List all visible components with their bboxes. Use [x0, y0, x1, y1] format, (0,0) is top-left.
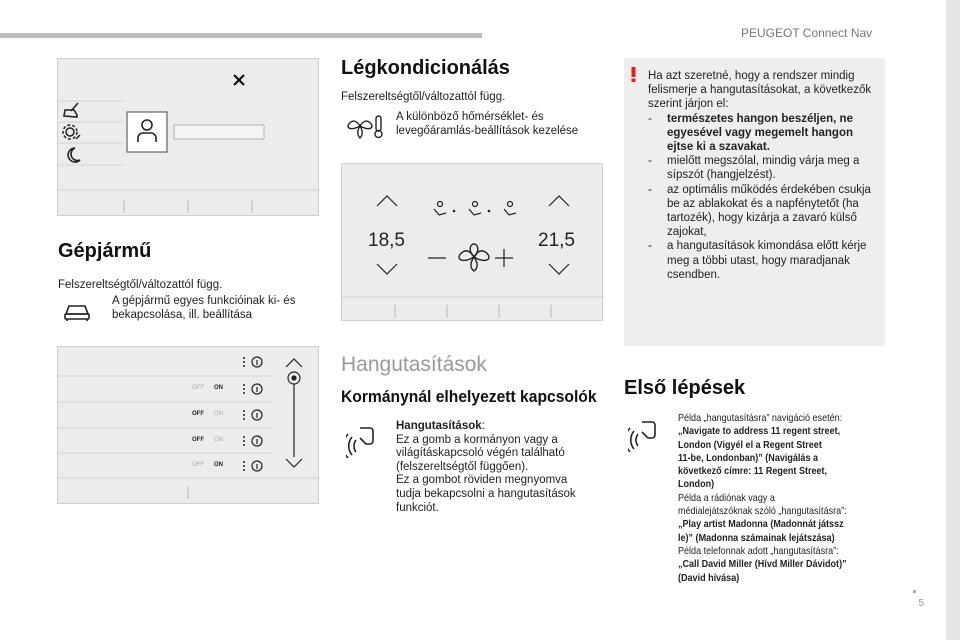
scrollbar	[286, 359, 302, 467]
fan-icon	[459, 244, 489, 271]
temp-left-down-icon	[377, 264, 397, 274]
note-item: - az optimális működés érdekében csukja be az ablakokat és a napfénytetőt (ha tartozék), hogy kizárja a zavaró külső zajokat,	[648, 183, 880, 240]
note-intro: Ha azt szeretné, hogy a rendszer mindig felismerje a hangutasításokat, a következők szerint járjon el:	[648, 70, 872, 111]
first-steps-line: Példa a rádiónak vagy a	[678, 491, 775, 504]
first-steps-line: le)” (Madonna számainak lejátszása)	[678, 531, 835, 544]
airflow-feet-icon	[469, 202, 481, 216]
vehicle-title: Gépjármű	[58, 240, 152, 262]
switch-off-label: OFF	[192, 437, 204, 443]
first-steps-line: „Play artist Madonna (Madonnát játssz	[678, 518, 844, 531]
switch-on-label: ON	[214, 385, 223, 391]
first-steps-line: „Navigate to address 11 regent street,	[678, 425, 841, 438]
switch-off-label: OFF	[192, 385, 204, 391]
note-item: - a hangutasítások kimondása előtt kérje meg a többi utast, hogy maradjanak csendben.	[648, 239, 880, 282]
airflow-face-icon	[434, 202, 446, 216]
climate-description: A különböző hőmérséklet- és levegőáramlás-beállítások kezelése	[396, 111, 579, 137]
switch-on-label: ON	[214, 437, 223, 443]
car-icon	[63, 300, 91, 322]
warning-exclamation-icon	[630, 67, 637, 82]
first-steps-line: (David hívása)	[678, 571, 740, 584]
voice-command-icon	[628, 418, 662, 452]
moon-icon	[68, 148, 80, 162]
car-settings-icon	[64, 103, 78, 117]
temp-right-value: 21,5	[538, 230, 575, 251]
vehicle-functions-screenshot	[57, 346, 319, 504]
vehicle-description: A gépjármű egyes funkcióinak ki- és bekapcsolása, ill. beállítása	[112, 295, 296, 321]
airflow-windscreen-icon	[504, 202, 516, 216]
switch-on-label: ON	[214, 411, 223, 417]
voice-label: Hangutasítások	[396, 420, 482, 432]
switch-off-label: OFF	[192, 462, 204, 468]
vehicle-availability: Felszereltségtől/változattól függ.	[58, 279, 223, 291]
first-steps-line: Példa „hangutasításra” navigáció esetén:	[678, 412, 843, 424]
fan-thermometer-icon	[347, 113, 387, 139]
fan-increase-icon	[495, 249, 513, 267]
page-number: 5	[918, 598, 924, 609]
page-header: PEUGEOT Connect Nav	[741, 26, 873, 40]
first-steps-title: Első lépések	[624, 377, 746, 399]
first-steps-line: Példa telefonnak adott „hangutasításra”:	[678, 544, 839, 557]
close-icon	[234, 75, 244, 85]
first-steps-line: „Call David Miller (Hívd Miller Dávidot)”	[678, 558, 847, 571]
first-steps-examples	[678, 412, 893, 585]
temp-right-down-icon	[549, 264, 569, 274]
temp-left-up-icon	[377, 196, 397, 206]
note-item: - mielőtt megszólal, mindig várja meg a sípszót (hangjelzést).	[648, 154, 880, 182]
temp-right-up-icon	[549, 196, 569, 206]
first-steps-line: médialejátszóknak szóló „hangutasításra”:	[678, 505, 847, 518]
first-steps-line: következő címre: 11 Regent Street,	[678, 465, 828, 478]
right-margin-bar	[946, 0, 960, 640]
voice-subtitle: Kormánynál elhelyezett kapcsolók	[341, 387, 597, 406]
vehicle-settings-screenshot	[57, 58, 319, 216]
climate-title: Légkondicionálás	[341, 57, 510, 79]
switch-on-label: ON	[214, 462, 223, 468]
page-dot	[913, 590, 916, 593]
voice-command-icon	[346, 424, 380, 458]
switch-off-label: OFF	[192, 411, 204, 417]
gear-wrench-icon	[63, 125, 80, 139]
climate-availability: Felszereltségtől/változattól függ.	[341, 91, 506, 103]
voice-title: Hangutasítások	[341, 353, 487, 376]
first-steps-line: London (Vigyél el a Regent Street	[678, 438, 822, 451]
voice-tips-note	[624, 58, 885, 346]
info-icon	[252, 357, 262, 471]
temp-left-value: 18,5	[368, 230, 405, 251]
note-item: - természetes hangon beszéljen, ne egyesével vagy megemelt hangon ejtse ki a szavakat.	[648, 112, 880, 155]
top-rule	[0, 33, 482, 38]
climate-screenshot	[341, 163, 603, 321]
first-steps-line: London)	[678, 478, 715, 491]
first-steps-line: 11-be, Londonban)” (Navigálás a	[678, 451, 818, 464]
voice-body: Hangutasítások: Ez a gomb a kormányon vagy a világításkapcsoló végén található (felszereltségtől függően). Ez a gombot röviden megnyomva tudja bekapcsolni a hangutasítások funkciót.	[396, 420, 576, 514]
